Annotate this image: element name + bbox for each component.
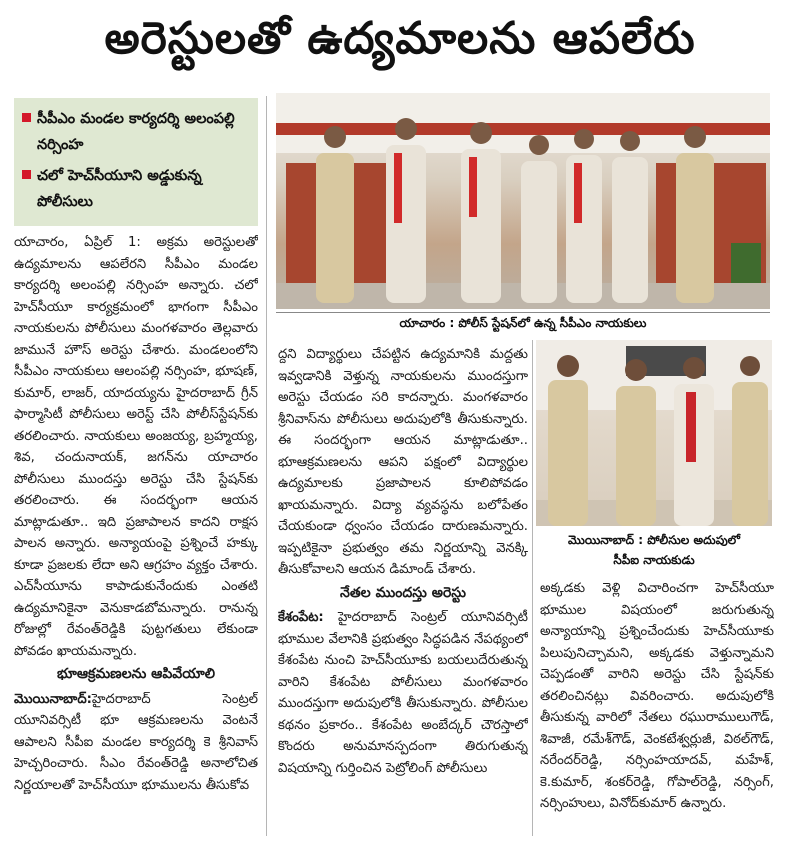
article-headline: అరెస్టులతో ఉద్యమాలను ఆపలేరు (104, 13, 696, 64)
paragraph-text: హైదరాబాద్ సెంట్రల్ యూనివర్సిటీ భూముల వేలానికి ప్రభుత్వం సిద్ధపడిన నేపథ్యంలో కేశంపేట నుంచి హెచ్‌సీయూకు బయలుదేరుతున్న వారిని కేశంపేట పోలీసులు మంగళవారం ముందస్తుగా అదుపులోకి తీసుకున్నారు. పోలీసుల కథనం ప్రకారం.. కేశంపేట అంబేద్కర్ చౌరస్తాలో కొందరు అనుమానస్పదంగా తిరుగుతున్న విషయాన్ని గుర్తించిన పెట్రోలింగ్ పోలీసులు (278, 610, 528, 776)
highlights-box (14, 98, 258, 226)
photo-cpm-leaders-police-station (276, 93, 770, 309)
column-2 (278, 344, 528, 836)
highlight-item (22, 163, 250, 215)
column-divider (266, 96, 267, 836)
red-square-icon (22, 113, 31, 122)
photo-caption (536, 530, 772, 570)
section-subhead: నేతల ముందస్తు అరెస్టు (340, 584, 466, 601)
dateline: కేశంపేట: (278, 610, 324, 625)
photo-caption: యాచారం : పోలీస్ స్టేషన్‌లో ఉన్న సీపీఎం నాయకులు (399, 316, 647, 330)
highlight-text: చలో హెచ్‌సీయూని అడ్డుకున్న పోలీసులు (37, 168, 202, 210)
section-subhead: భూఆక్రమణలను ఆపివేయాలి (56, 666, 216, 682)
caption-rule (276, 312, 770, 313)
article-paragraph: అక్కడకు వెళ్లి విచారించగా హెచ్‌సీయూ భూముల విషయంలో జరుగుతున్న అన్యాయాన్ని ప్రశ్నించేందుకు హెచ్‌సీయూకు పిలుపునిచ్చామని, అక్కడకు వెళ్తున్నామని చెప్పడంతో వారిని అరెస్టు చేసి స్టేషన్‌కు తరలించినట్లు వివరించారు. అదుపులోకి తీసుకున్న వారిలో నేతలు రఘురాములుగౌడ్, శివాజీ, రమేశ్‌గౌడ్, వెంకటేశ్వర్లుజీ, విఠల్‌గౌడ్, నరేందర్‌రెడ్డి, నర్సింహయాదవ్, మహేశ్, కె.కుమార్, శంకర్‌రెడ్డి, గోపాల్‌రెడ్డి, నర్సింగ్, నర్సింహులు, వినోద్‌కుమార్ ఉన్నారు. (540, 581, 774, 811)
article-paragraph: ద్దని విద్యార్థులు చేపట్టిన ఉద్యమానికి మద్దతు ఇవ్వడానికి వెళ్తున్న నాయకులను ముందస్తుగా అరెస్టు చేయడం సరి కాదన్నారు. మంగళవారం శ్రీనివాస్‌ను పోలీసులు అదుపులోకి తీసుకున్నారు. ఈ సందర్భంగా ఆయన మాట్లాడుతూ.. భూఆక్రమణలను ఆపని పక్షంలో విద్యార్థుల ఉద్యమాలకు ప్రజాపాలన కూలిపోవడం ఖాయమన్నారు. విద్యా వ్యవస్థను బలోపేతం చేయకుండా ధ్వంసం చేయడం దారుణమన్నారు. ఇప్పటికైనా ప్రభుత్వం తమ నిర్ణయాన్ని వెనక్కి తీసుకోవాలని ఆయన డిమాండ్ చేశారు. (278, 347, 528, 577)
highlight-item (22, 106, 250, 158)
article-paragraph (278, 607, 528, 779)
highlight-text: సీపీఎం మండల కార్యదర్శి అలంపల్లి నర్సింహ (37, 111, 235, 153)
photo-illustration (536, 340, 772, 526)
photo-cpi-leader-in-custody (536, 340, 772, 526)
paragraph-text: హైదరాబాద్ సెంట్రల్ యూనివర్సిటీ భూ ఆక్రమణలను వెంటనే ఆపాలని సీపీఐ మండల కార్యదర్శి కె శ్రీనివాస్ హెచ్చరించారు. సీఎం రేవంత్‌రెడ్డి అనాలోచిత నిర్ణయాలతో హెచ్‌సీయూ భూములను తీసుకోవ (14, 691, 258, 793)
article-paragraph: యాచారం, ఏప్రిల్ 1: అక్రమ అరెస్టులతో ఉద్యమాలను ఆపలేరని సీపీఎం మండల కార్యదర్శి అలంపల్లి నర్సింహ అన్నారు. చలో హెచ్‌సీయూ కార్యక్రమంలో భాగంగా సీపీఎం నాయకులను పోలీసులు మంగళవారం తెల్లవారు జామునే హౌస్ అరెస్టు చేశారు. మండలంలోని సీపీఎం నాయకులు ఆలంపల్లి నర్సింహ, భూషణ్, కుమార్, లాజర్, యాదయ్యను హైదరాబాద్ గ్రీన్ ఫార్మాసిటీ పోలీసులు అరెస్ట్ చేసి పోలీస్‌స్టేషన్‌కు తరలించారు. నాయకులు అంజయ్య, బ్రహ్మయ్య, శివ, చందునాయక్, జగన్‌ను యాచారం పోలీసులు ముందస్తు అరెస్టు చేసి స్టేషన్‌కు తరలించారు. ఈ సందర్భంగా ఆయన మాట్లాడుతూ.. ఇది ప్రజాపాలన కాదని రాక్షస పాలన అన్నారు. అన్యాయంపై ప్రశ్నించే హక్కు కూడా ప్రజలకు లేదా అని ఆగ్రహం వ్యక్తం చేశారు. ఎచ్‌సీయూను కాపాడుకునేందుకు ఎంతటి ఉద్యమానికైనా వెనుకాడబోమన్నారు. రానున్న రోజుల్లో రేవంత్‌రెడ్డికి పుట్టగతులు లేకుండా పోవడం ఖాయమన్నారు. (14, 235, 258, 659)
dateline: మొయినాబాద్: (14, 691, 92, 707)
photo-illustration (276, 93, 770, 309)
photo-caption-line: సీపీఐ నాయకుడు (613, 553, 695, 567)
red-square-icon (22, 170, 31, 179)
article-paragraph (14, 689, 258, 797)
column-divider (532, 340, 533, 836)
photo-caption-line: మొయినాబాద్ : పోలీసుల అదుపులో (567, 533, 741, 547)
column-1 (14, 232, 258, 840)
column-3 (540, 578, 774, 836)
